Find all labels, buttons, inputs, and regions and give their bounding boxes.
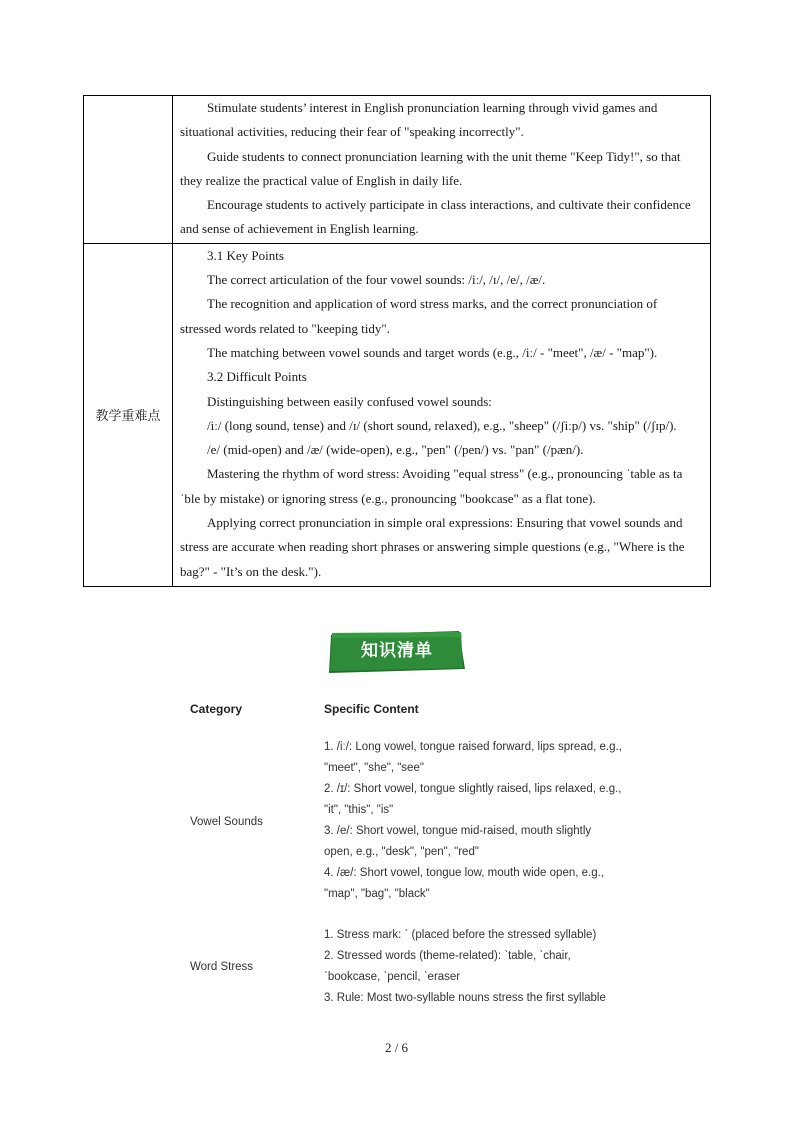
section-heading: 3.1 Key Points [207,247,284,263]
page-number: 2 / 6 [384,1040,409,1055]
content-line: 1. Stress mark: ˋ (placed before the stressed syllable) [324,929,597,941]
objectives-row [84,96,711,244]
teaching-plan-table [83,95,711,587]
banner-title: 知识清单 [361,641,433,661]
content-line: 1. /iː/: Long vowel, tongue raised forward, lips spread, e.g., [324,741,622,753]
point-paragraph: The recognition and application of word stress marks, and the correct pronunciation of stressed words related to "keeping tidy". [180,296,658,336]
objective-paragraph: Guide students to connect pronunciation learning with the unit theme "Keep Tidy!", so that they realize the practical value of English in daily life. [180,148,681,188]
category-header: Category [190,702,243,716]
key-difficult-points-label: 教学重难点 [84,243,173,586]
objective-paragraph: Encourage students to actively participate in class interactions, and cultivate their confidence and sense of achievement in English learning. [180,197,691,237]
content-line: 4. /æ/: Short vowel, tongue low, mouth wide open, e.g., [324,867,604,879]
point-paragraph: Mastering the rhythm of word stress: Avoiding "equal stress" (e.g., pronouncing ˈtable as taˈble by mistake) or ignoring stress (e.g., pronouncing "bookcase" as a flat tone). [180,466,683,506]
point-paragraph: The correct articulation of the four vowel sounds: /iː/, /ɪ/, /e/, /æ/. [207,272,546,288]
content-line: 3. Rule: Most two-syllable nouns stress the first syllable [324,992,606,1004]
objectives-label-cell [84,96,173,244]
content-header: Specific Content [324,702,419,716]
point-paragraph: Distinguishing between easily confused vowel sounds: [207,393,492,409]
point-paragraph: /e/ (mid-open) and /æ/ (wide-open), e.g., "pen" (/pen/) vs. "pan" (/pæn/). [207,442,584,458]
content-line: 2. /ɪ/: Short vowel, tongue slightly raised, lips relaxed, e.g., [324,783,622,795]
knowledge-list-banner [329,631,465,673]
objectives-content-cell [173,96,711,244]
point-paragraph: /iː/ (long sound, tense) and /ɪ/ (short sound, relaxed), e.g., "sheep" (/ʃiːp/) vs. "ship" (/ʃɪp/). [207,417,677,433]
content-line: 2. Stressed words (theme-related): ˋtable, ˋchair, [324,950,571,962]
section-heading: 3.2 Difficult Points [207,369,307,385]
key-difficult-points-row [84,243,711,586]
point-paragraph: Applying correct pronunciation in simple oral expressions: Ensuring that vowel sounds and stress are accurate when reading short phrases or answering simple questions (e.g., "Where is the bag?" - "It’s on the desk."). [180,515,685,579]
category-vowel-sounds: Vowel Sounds [190,816,263,828]
content-line: "map", "bag", "black" [324,888,430,900]
category-word-stress: Word Stress [190,961,254,973]
content-line: ˋbookcase, ˋpencil, ˋeraser [324,971,461,983]
content-line: "meet", "she", "see" [324,762,424,774]
content-line: 3. /e/: Short vowel, tongue mid-raised, mouth slightly [324,825,592,837]
content-line: "it", "this", "is" [324,804,394,816]
content-line: open, e.g., "desk", "pen", "red" [324,846,479,858]
objective-paragraph: Stimulate students’ interest in English pronunciation learning through vivid games and situational activities, reducing their fear of "speaking incorrectly". [180,100,658,140]
point-paragraph: The matching between vowel sounds and target words (e.g., /iː/ - "meet", /æ/ - "map"). [207,344,658,360]
key-difficult-points-content [173,243,711,586]
